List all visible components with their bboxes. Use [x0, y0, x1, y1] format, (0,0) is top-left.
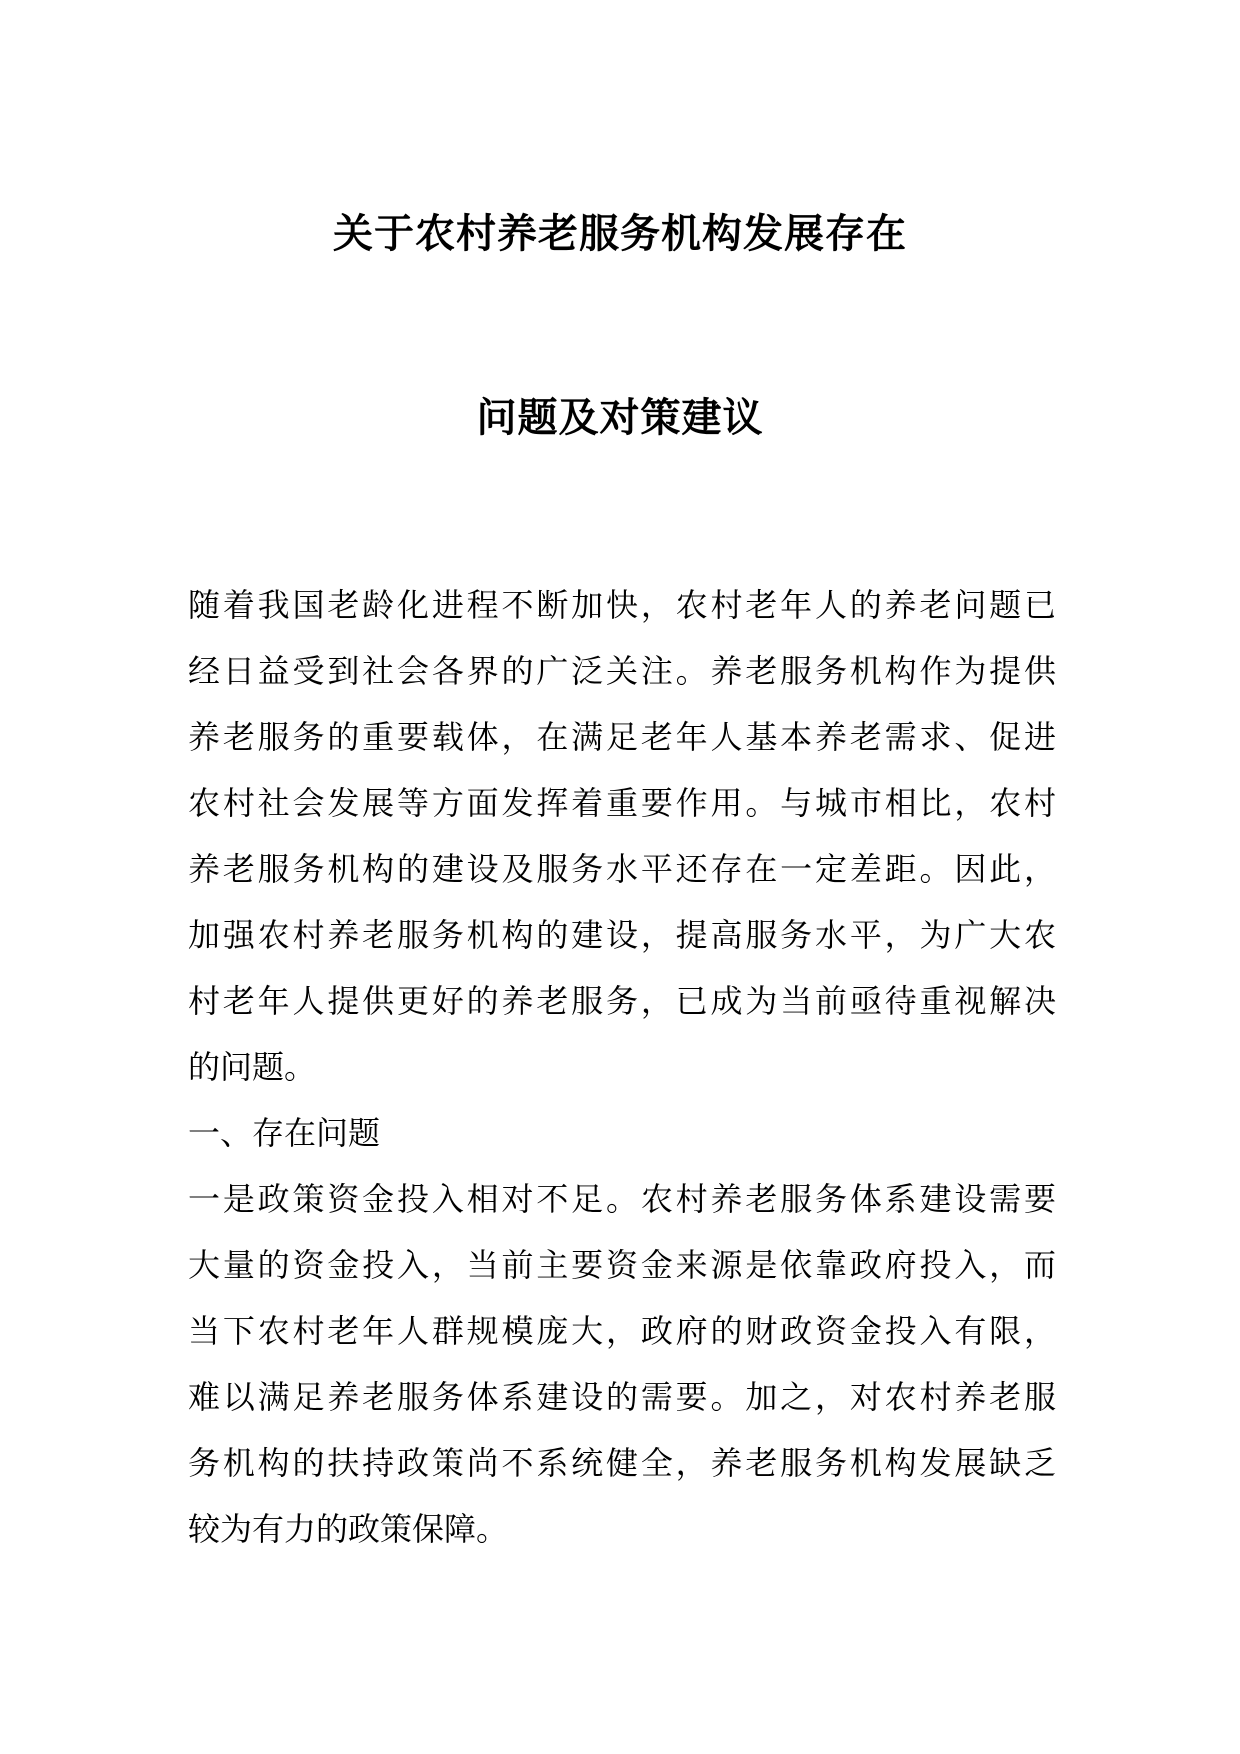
text-line: 难以满足养老服务体系建设的需要。加之，对农村养老服 — [188, 1378, 1056, 1416]
text-line: 加强农村养老服务机构的建设，提高服务水平，为广大农 — [188, 916, 1056, 954]
text-line: 农村社会发展等方面发挥着重要作用。与城市相比，农村 — [188, 784, 1056, 822]
text-line: 一是政策资金投入相对不足。农村养老服务体系建设需要 — [188, 1180, 1056, 1218]
text-line: 务机构的扶持政策尚不系统健全，养老服务机构发展缺乏 — [188, 1444, 1056, 1482]
text-line: 村老年人提供更好的养老服务，已成为当前亟待重视解决 — [188, 982, 1056, 1020]
text-line: 的问题。 — [188, 1048, 317, 1086]
text-line: 随着我国老龄化进程不断加快，农村老年人的养老问题已 — [188, 586, 1056, 624]
text-line: 当下农村老年人群规模庞大，政府的财政资金投入有限， — [188, 1312, 1056, 1350]
section-heading-text: 一、存在问题 — [188, 1114, 381, 1152]
section-heading — [188, 1100, 1056, 1166]
document-title-line-1: 关于农村养老服务机构发展存在 — [333, 211, 907, 257]
text-line: 经日益受到社会各界的广泛关注。养老服务机构作为提供 — [188, 652, 1056, 690]
text-line: 养老服务机构的建设及服务水平还存在一定差距。因此， — [188, 850, 1056, 888]
document-body — [188, 572, 1056, 1562]
text-line: 大量的资金投入，当前主要资金来源是依靠政府投入，而 — [188, 1246, 1056, 1284]
text-line: 较为有力的政策保障。 — [188, 1510, 509, 1548]
text-line: 养老服务的重要载体，在满足老年人基本养老需求、促进 — [188, 718, 1056, 756]
paragraph-problem-1 — [188, 1166, 1056, 1562]
paragraph-intro — [188, 572, 1056, 1100]
document-title-line-2: 问题及对策建议 — [476, 395, 764, 441]
